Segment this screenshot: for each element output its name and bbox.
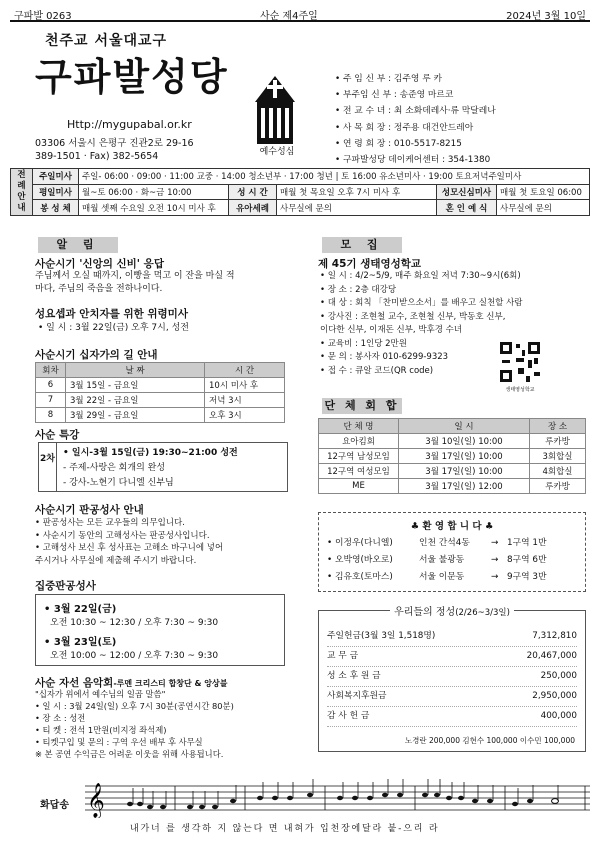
staff-pastor: • 주 임 신 부 : 김주영 루 카 <box>335 74 443 84</box>
notice-1-body: 주님께서 오실 때까지, 이빵을 먹고 이 잔을 마실 적 마다, 주님의 죽음을 전하나이다. <box>35 271 235 294</box>
notice-6-title: 집중판공성사 <box>35 580 96 592</box>
list-item: • 이정우(다니엘) 인천 간석4동 → 1구역 1반 <box>327 538 547 548</box>
notice-header: 알 림 <box>38 237 118 253</box>
notice-5-body: • 판공성사는 모든 교우들의 의무입니다. • 사순시기 동안의 고해성사는 판공성사입니다. • 고해성사 보신 후 성사표는 고해소 바구니에 넣어 주시거나 사무실에 제출해 주시기 바랍니다. <box>35 518 224 566</box>
table-row: 12구역 여성모임 3월 17일(일) 10:00 4회합실 <box>319 464 586 479</box>
list-item: 감 사 헌 금 400,000 <box>327 707 577 727</box>
list-item: 사회복지후원금 2,950,000 <box>327 687 577 707</box>
notice-1-title: 사순시기 '신앙의 신비' 응답 <box>35 258 164 270</box>
top-bar <box>10 6 590 22</box>
notice-7-title: 사순 자선 음악회-루멘 크리스티 합창단 & 앙상블 <box>35 677 228 689</box>
phone: 389-1501 · Fax) 382-5654 <box>35 151 159 162</box>
lecture-datetime: • 일시-3월 15일(금) 19:30~21:00 성전 <box>63 448 238 458</box>
address: 03306 서울시 은평구 진관2로 29-16 <box>35 138 194 149</box>
staff-daycare: • 구파발성당 데이케어센터 : 354-1380 <box>335 155 491 166</box>
table-row: 7 3월 22일 - 금요일 저녁 3시 <box>36 393 285 408</box>
table-row: 8 3월 29일 - 금요일 오후 3시 <box>36 408 285 423</box>
welcome-box <box>318 512 586 592</box>
liturgical-season: 사순 제4주일 <box>260 11 318 22</box>
psalm-lyrics: 내가너 를 생각하 지 않는다 면 내혀가 입천장에달라 붙-으리 라 <box>130 824 440 834</box>
lecture-topic: - 주제-사랑은 회개의 완성 <box>63 463 166 473</box>
staff-associate: • 부주임 신 부 : 송준영 마르코 <box>335 90 454 101</box>
church-logo-icon <box>247 72 303 150</box>
lecture-round: 2차 <box>39 443 57 491</box>
svg-text:𝄞: 𝄞 <box>87 783 105 818</box>
infant-schedule: 사무실에 문의 <box>277 200 437 216</box>
mass-schedule-table <box>10 168 590 216</box>
weekday-label: 평일미사 <box>33 184 79 200</box>
holy-hour-schedule: 매월 첫 목요일 오후 7시 미사 후 <box>277 184 437 200</box>
infant-label: 유아세례 <box>229 200 277 216</box>
issue-number: 구파발 0263 <box>14 11 72 22</box>
staff-list <box>335 71 595 168</box>
heart-label: 성모신심미사 <box>437 184 497 200</box>
table-row: 12구역 남성모임 3월 17일(일) 10:00 3회합실 <box>319 449 586 464</box>
table-row: 6 3월 15일 - 금요일 10시 미사 후 <box>36 378 285 393</box>
lecture-box <box>38 442 288 492</box>
anointing-label: 봉 성 체 <box>33 200 79 216</box>
sunday-schedule: 주일- 06:00 · 09:00 · 11:00 교중 · 14:00 청소년부 · 17:00 청년 | 토 16:00 유소년미사 · 19:00 토요저녁주일미사 <box>79 169 590 185</box>
issue-date: 2024년 3월 10일 <box>506 11 586 22</box>
groups-header: 단 체 회 합 <box>322 398 402 414</box>
wedding-label: 혼 인 예 식 <box>437 200 497 216</box>
list-item: 성 소 후 원 금 250,000 <box>327 667 577 687</box>
confession-box: • 3월 22일(금) 오전 10:30 ~ 12:30 / 오후 7:30 ~ 9:30 • 3월 23일(토) 오전 10:00 ~ 12:00 / 오후 7:30 ~ 9:30 <box>35 594 285 666</box>
lecture-speaker: - 강사-노현기 다니엘 신부님 <box>63 478 174 488</box>
contact-info <box>35 137 194 163</box>
table-row: 요아킴회 3월 10일(일) 10:00 루카방 <box>319 434 586 449</box>
offering-note: 노경란 200,000 김현수 100,000 이수민 100,000 <box>404 736 575 745</box>
website-url[interactable]: Http://mygupabal.or.kr <box>67 118 192 131</box>
holy-hour-label: 성 시 간 <box>229 184 277 200</box>
weekday-schedule: 월~토 06:00 · 화~금 10:00 <box>79 184 229 200</box>
qr-code-icon[interactable] <box>498 340 542 384</box>
recruit-header: 모 집 <box>322 237 402 253</box>
music-staff <box>85 776 590 818</box>
offering-box <box>318 607 586 752</box>
masthead <box>15 30 305 165</box>
psalm-label: 화답송 <box>40 800 69 811</box>
parish-name: 구파발성당 <box>35 55 229 99</box>
wedding-schedule: 사무실에 문의 <box>497 200 590 216</box>
staff-council: • 사 목 회 장 : 정주용 대건안드레아 <box>335 122 474 133</box>
welcome-title: ♣ 환 영 합 니 다 ♣ <box>410 521 494 532</box>
notice-4-title: 사순 특강 <box>35 429 80 441</box>
anointing-schedule: 매월 셋째 수요일 오전 10시 미사 후 <box>79 200 229 216</box>
notice-2-body: • 일 시 : 3월 22일(금) 오후 7시, 성전 <box>38 323 189 333</box>
recruit-title: 제 45기 생태영성학교 <box>318 258 422 270</box>
notice-3-title: 사순시기 십자가의 길 안내 <box>35 349 158 361</box>
mass-side-label: 전례안내 <box>11 169 33 216</box>
notice-5-title: 사순시기 판공성사 안내 <box>35 504 144 516</box>
stations-table: 회차 날 짜 시 간 6 3월 15일 - 금요일 10시 미사 후 7 3월 22일 - 금요일 저녁 3시 8 3월 29일 - 금요일 오후 3시 <box>35 362 285 423</box>
list-item: • 김유호(토마스) 서울 이문동 → 9구역 3반 <box>327 572 547 582</box>
diocese-name: 천주교 서울대교구 <box>45 33 168 49</box>
staff-funeral: • 연 령 회 장 : 010-5517-8215 <box>335 138 462 149</box>
notice-7-body: "십자가 위에서 예수님의 일곱 말씀" • 일 시 : 3월 24일(일) 오후 7시 30분(공연시간 80분) • 장 소 : 성전 • 티 켓 : 전석 1만원(비지정 좌석제) • 티켓구입 및 문의 : 구역 우선 배부 후 사무실 ※ 본 공연 수익금은 어려운 이웃을 위해 사용됩니다. <box>35 689 234 759</box>
staff-sisters: • 전 교 수 녀 : 최 소화데레사·류 막달레나 <box>335 106 496 117</box>
qr-caption: 생태영성학교 <box>505 387 535 393</box>
list-item: 교 무 금 20,467,000 <box>327 647 577 667</box>
offering-title: 우리들의 정성(2/26~3/3일) <box>390 607 514 618</box>
recruit-body: • 일 시 : 4/2~5/9, 매주 화요일 저녁 7:30~9시(6회) • 장 소 : 2층 대강당 • 대 상 : 회칙 「찬미받으소서」를 배우고 실천할 사람 • 강사진 : 조현철 교수, 조현철 신부, 박동호 신부, 이다한 신부, 이재돈 신부, 박후경 수녀 • 교육비 : 1인당 2만원 • 문 의 : 봉사자 010-6299-9323 • 접 수 : 큐알 코드(QR code) <box>320 271 523 376</box>
heart-schedule: 매월 첫 토요일 06:00 <box>497 184 590 200</box>
table-row: ME 3월 17일(일) 12:00 루카방 <box>319 479 586 494</box>
list-item: • 오박영(바오로) 서울 불광동 → 8구역 6반 <box>327 555 547 565</box>
notice-2-title: 성요셉과 안치자를 위한 위령미사 <box>35 308 188 320</box>
logo-caption: 예수성심 <box>259 147 295 157</box>
sunday-label: 주일미사 <box>33 169 79 185</box>
list-item: 주일헌금(3월 3일 1,518명) 7,312,810 <box>327 627 577 647</box>
groups-table: 단 체 명 일 시 장 소 요아킴회 3월 10일(일) 10:00 루카방 12구역 남성모임 3월 17일(일) 10:00 3회합실 12구역 여성모임 3월 17일(일) 10:00 4회합실 ME 3월 17일(일) 12:00 루카방 <box>318 418 586 494</box>
